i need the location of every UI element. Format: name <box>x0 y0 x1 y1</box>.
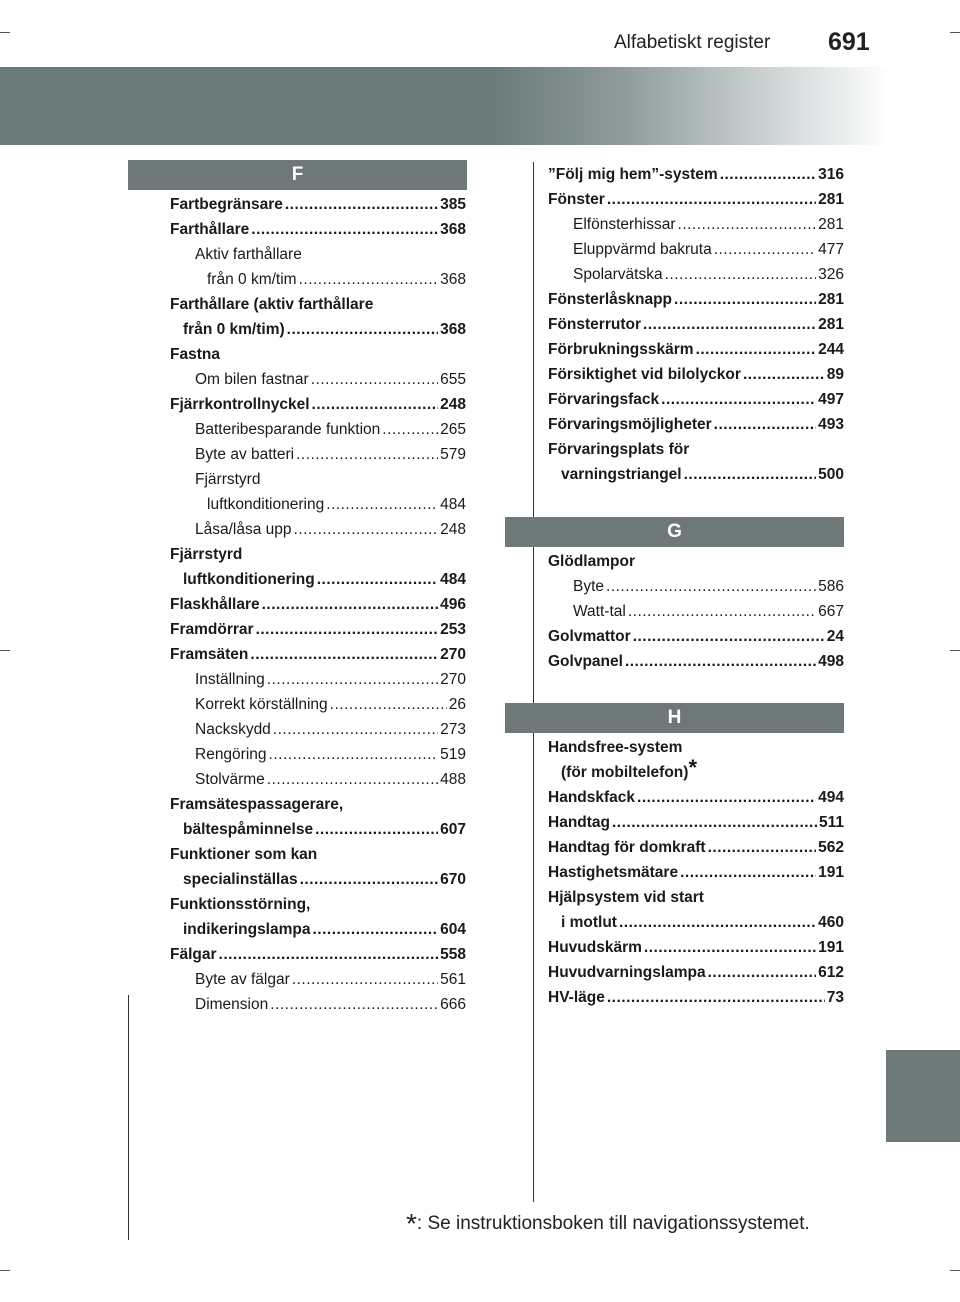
index-entry-term: Rengöring <box>195 746 267 763</box>
index-entry-term: Elfönsterhissar <box>573 216 676 233</box>
leader-dots <box>251 217 438 242</box>
index-entry-term: Fönster <box>548 191 605 208</box>
index-entry-page: 484 <box>440 571 466 588</box>
index-column-left <box>170 192 466 1017</box>
index-entry <box>548 337 844 362</box>
index-entry-term: Förvaringsfack <box>548 391 660 408</box>
index-entry <box>548 437 844 462</box>
index-entry-term: i motlut <box>561 914 617 931</box>
index-entry-term: Byte <box>573 578 605 595</box>
index-entry <box>170 967 466 992</box>
index-entry-term: indikeringslampa <box>183 921 311 938</box>
index-entry-term: Dimension <box>195 996 269 1013</box>
margin-rule <box>128 995 129 1240</box>
index-entry-page: 248 <box>440 396 466 413</box>
index-entry-page: 500 <box>818 466 844 483</box>
index-entry <box>170 817 466 842</box>
leader-dots <box>296 442 438 467</box>
index-entry-term: Fjärrkontrollnyckel <box>170 396 310 413</box>
index-column-right-f <box>548 162 844 487</box>
leader-dots <box>315 817 438 842</box>
index-entry-term: Hastighetsmätare <box>548 864 679 881</box>
leader-dots <box>696 337 817 362</box>
header-band <box>0 67 890 145</box>
index-entry <box>548 810 844 835</box>
leader-dots <box>628 599 816 624</box>
index-entry-page: 586 <box>818 578 844 595</box>
section-header-g: G <box>505 517 844 547</box>
index-entry-page: 281 <box>818 316 844 333</box>
index-entry-term: Framdörrar <box>170 621 254 638</box>
leader-dots <box>312 917 438 942</box>
leader-dots <box>607 985 825 1010</box>
index-entry-term: Fjärrstyrd <box>170 546 243 563</box>
index-entry-term: Fönsterlåsknapp <box>548 291 673 308</box>
leader-dots <box>674 287 816 312</box>
index-entry-page: 607 <box>440 821 466 838</box>
index-entry-term: Farthållare (aktiv farthållare <box>170 296 374 313</box>
index-entry <box>548 910 844 935</box>
crop-mark <box>0 650 10 651</box>
index-entry <box>170 317 466 342</box>
index-entry-term: Förvaringsmöjligheter <box>548 416 712 433</box>
index-entry <box>170 442 466 467</box>
index-entry <box>548 362 844 387</box>
index-entry <box>170 417 466 442</box>
crop-mark <box>0 32 10 33</box>
index-entry-term: Huvudvarningslampa <box>548 964 706 981</box>
index-entry <box>548 649 844 674</box>
leader-dots <box>661 387 816 412</box>
leader-dots <box>643 312 816 337</box>
index-entry <box>170 667 466 692</box>
index-entry-term: Funktionsstörning, <box>170 896 311 913</box>
index-entry <box>548 187 844 212</box>
leader-dots <box>219 942 439 967</box>
index-entry-term: Stolvärme <box>195 771 265 788</box>
index-entry-term: Handtag för domkraft <box>548 839 706 856</box>
index-entry-term: Fjärrstyrd <box>195 471 261 488</box>
leader-dots <box>743 362 825 387</box>
crop-mark <box>0 1270 10 1271</box>
index-entry <box>548 624 844 649</box>
index-entry <box>170 942 466 967</box>
index-entry-page: 612 <box>818 964 844 981</box>
leader-dots <box>311 367 438 392</box>
leader-dots <box>637 785 816 810</box>
index-entry-page: 519 <box>440 746 466 763</box>
running-header-title: Alfabetiskt register <box>614 32 771 53</box>
index-entry-term: Framsätespassagerare, <box>170 796 344 813</box>
index-entry-page: 270 <box>440 646 466 663</box>
index-column-g <box>548 549 844 674</box>
index-entry-term: Inställning <box>195 671 265 688</box>
index-entry-page: 265 <box>440 421 466 438</box>
index-entry-page: 26 <box>448 696 466 713</box>
index-entry <box>170 767 466 792</box>
index-entry-term: Flaskhållare <box>170 596 260 613</box>
index-entry <box>548 935 844 960</box>
index-entry-term: Fartbegränsare <box>170 196 283 213</box>
leader-dots <box>720 162 816 187</box>
leader-dots <box>619 910 816 935</box>
index-entry-page: 253 <box>440 621 466 638</box>
leader-dots <box>708 960 817 985</box>
leader-dots <box>680 860 816 885</box>
index-entry <box>170 217 466 242</box>
index-entry-page: 488 <box>440 771 466 788</box>
index-entry-term: luftkonditionering <box>183 571 315 588</box>
leader-dots <box>294 517 439 542</box>
index-entry-term: Fönsterrutor <box>548 316 641 333</box>
index-entry-term: Golvmattor <box>548 628 631 645</box>
leader-dots <box>644 935 816 960</box>
index-entry-term: Försiktighet vid bilolyckor <box>548 366 741 383</box>
index-entry <box>548 785 844 810</box>
leader-dots <box>684 462 817 487</box>
index-entry-page: 281 <box>818 291 844 308</box>
index-entry-page: 498 <box>818 653 844 670</box>
index-entry-term: Handtag <box>548 814 610 831</box>
leader-dots <box>714 412 816 437</box>
leader-dots <box>382 417 438 442</box>
index-entry <box>170 292 466 317</box>
index-entry-page: 460 <box>818 914 844 931</box>
footnote-text: : Se instruktionsboken till navigationssystemet. <box>416 1213 810 1234</box>
index-entry-term: Nackskydd <box>195 721 271 738</box>
index-entry <box>170 792 466 817</box>
index-entry-page: 368 <box>440 271 466 288</box>
index-entry <box>170 592 466 617</box>
index-entry-page: 89 <box>826 366 844 383</box>
index-entry-page: 604 <box>440 921 466 938</box>
index-entry-term: specialinställas <box>183 871 298 888</box>
index-entry-term: Handskfack <box>548 789 636 806</box>
index-entry <box>170 717 466 742</box>
index-entry <box>170 542 466 567</box>
index-entry-page: 497 <box>818 391 844 408</box>
index-entry-page: 368 <box>440 321 466 338</box>
index-entry: (för mobiltelefon) * <box>548 760 844 785</box>
index-entry-term: varningstriangel <box>561 466 682 483</box>
index-entry <box>170 267 466 292</box>
index-entry-term: Farthållare <box>170 221 250 238</box>
page-number: 691 <box>828 28 870 56</box>
index-entry-term: Korrekt körställning <box>195 696 328 713</box>
index-entry-term: Spolarvätska <box>573 266 663 283</box>
index-entry <box>548 835 844 860</box>
index-entry <box>170 742 466 767</box>
index-entry-page: 368 <box>440 221 466 238</box>
index-entry-term: Watt-tal <box>573 603 626 620</box>
index-entry-term: Glödlampor <box>548 553 635 570</box>
index-entry-page: 281 <box>818 216 844 233</box>
index-entry <box>548 574 844 599</box>
index-entry-term: från 0 km/tim) <box>183 321 285 338</box>
section-header-f: F <box>128 160 467 190</box>
index-entry <box>170 692 466 717</box>
index-entry-page: 666 <box>440 996 466 1013</box>
index-entry-term: (för mobiltelefon) <box>561 764 689 781</box>
index-entry <box>170 492 466 517</box>
index-entry-page: 493 <box>818 416 844 433</box>
index-entry-page: 73 <box>826 989 844 1006</box>
index-entry <box>170 517 466 542</box>
leader-dots <box>665 262 817 287</box>
index-entry-term: från 0 km/tim <box>207 271 297 288</box>
crop-mark <box>950 650 960 651</box>
index-entry-page: 273 <box>440 721 466 738</box>
index-entry-page: 562 <box>818 839 844 856</box>
index-entry-page: 477 <box>818 241 844 258</box>
index-entry-page: 511 <box>818 814 844 831</box>
leader-dots <box>708 835 817 860</box>
leader-dots <box>250 642 438 667</box>
leader-dots <box>270 992 438 1017</box>
index-entry <box>548 985 844 1010</box>
index-entry <box>548 262 844 287</box>
index-entry-term: Byte av batteri <box>195 446 295 463</box>
index-entry <box>170 467 466 492</box>
leader-dots <box>285 192 438 217</box>
leader-dots <box>317 567 438 592</box>
leader-dots <box>287 317 438 342</box>
index-entry <box>170 892 466 917</box>
index-entry <box>548 549 844 574</box>
index-entry <box>170 992 466 1017</box>
index-entry <box>548 599 844 624</box>
index-entry-term: Förbrukningsskärm <box>548 341 694 358</box>
leader-dots <box>300 867 439 892</box>
index-entry-page: 24 <box>826 628 844 645</box>
index-entry <box>170 917 466 942</box>
index-entry-page: 670 <box>440 871 466 888</box>
index-entry-term: Eluppvärmd bakruta <box>573 241 712 258</box>
index-entry-page: 316 <box>818 166 844 183</box>
leader-dots <box>256 617 439 642</box>
leader-dots <box>625 649 816 674</box>
index-entry <box>548 885 844 910</box>
index-entry-term: Om bilen fastnar <box>195 371 309 388</box>
index-entry <box>170 192 466 217</box>
section-header-h: H <box>505 703 844 733</box>
leader-dots <box>273 717 438 742</box>
index-entry <box>170 367 466 392</box>
index-entry <box>548 287 844 312</box>
index-column-h <box>548 735 844 1010</box>
index-entry <box>170 642 466 667</box>
index-entry <box>548 462 844 487</box>
index-entry-term: Golvpanel <box>548 653 623 670</box>
index-entry <box>548 412 844 437</box>
leader-dots <box>330 692 447 717</box>
index-entry <box>548 212 844 237</box>
index-entry-page: 248 <box>440 521 466 538</box>
index-entry <box>170 392 466 417</box>
index-entry-page: 496 <box>440 596 466 613</box>
index-entry-term: Byte av fälgar <box>195 971 290 988</box>
index-entry-term: Förvaringsplats för <box>548 441 690 458</box>
index-entry-term: Batteribesparande funktion <box>195 421 381 438</box>
index-entry-page: 385 <box>440 196 466 213</box>
leader-dots <box>292 967 438 992</box>
footnote <box>406 1204 810 1239</box>
index-entry <box>170 617 466 642</box>
index-entry <box>548 387 844 412</box>
leader-dots <box>678 212 817 237</box>
footnote-marker: * <box>406 1208 417 1239</box>
index-entry-term: Fälgar <box>170 946 217 963</box>
index-entry-term: Funktioner som kan <box>170 846 318 863</box>
index-entry-term: Handsfree-system <box>548 739 683 756</box>
index-entry-page: 281 <box>818 191 844 208</box>
index-entry-page: 270 <box>440 671 466 688</box>
index-entry <box>170 842 466 867</box>
leader-dots <box>326 492 438 517</box>
crop-mark <box>950 32 960 33</box>
leader-dots <box>262 592 439 617</box>
index-entry-term: Aktiv farthållare <box>195 246 302 263</box>
index-entry-term: Hjälpsystem vid start <box>548 889 704 906</box>
index-entry <box>548 312 844 337</box>
index-entry-page: 191 <box>818 864 844 881</box>
index-entry <box>548 860 844 885</box>
index-entry-term: Fastna <box>170 346 220 363</box>
index-entry-term: Framsäten <box>170 646 249 663</box>
index-entry-page: 579 <box>440 446 466 463</box>
index-entry-page: 244 <box>818 341 844 358</box>
leader-dots <box>612 810 817 835</box>
leader-dots <box>269 742 439 767</box>
index-entry-term: ”Följ mig hem”-system <box>548 166 718 183</box>
leader-dots <box>267 667 438 692</box>
index-entry-term: bältespåminnelse <box>183 821 314 838</box>
index-entry-page: 655 <box>440 371 466 388</box>
index-entry <box>170 342 466 367</box>
index-entry <box>170 242 466 267</box>
index-entry-page: 667 <box>818 603 844 620</box>
index-entry <box>170 567 466 592</box>
chapter-thumb-tab <box>886 1050 960 1142</box>
index-entry-page: 494 <box>818 789 844 806</box>
index-entry-page: 558 <box>440 946 466 963</box>
leader-dots <box>299 267 439 292</box>
leader-dots <box>714 237 816 262</box>
leader-dots <box>267 767 438 792</box>
index-entry-page: 326 <box>818 266 844 283</box>
index-entry <box>548 960 844 985</box>
index-entry-page: 561 <box>440 971 466 988</box>
leader-dots <box>606 574 816 599</box>
index-entry-term: luftkonditionering <box>207 496 325 513</box>
index-entry-term: Huvudskärm <box>548 939 642 956</box>
leader-dots <box>312 392 439 417</box>
column-divider <box>533 162 534 1202</box>
index-entry-term: HV-läge <box>548 989 605 1006</box>
leader-dots <box>607 187 816 212</box>
index-entry <box>170 867 466 892</box>
index-entry-page: 191 <box>818 939 844 956</box>
leader-dots <box>633 624 825 649</box>
crop-mark <box>950 1270 960 1271</box>
index-entry-term: Låsa/låsa upp <box>195 521 292 538</box>
index-entry-page: 484 <box>440 496 466 513</box>
index-entry <box>548 237 844 262</box>
index-entry <box>548 162 844 187</box>
